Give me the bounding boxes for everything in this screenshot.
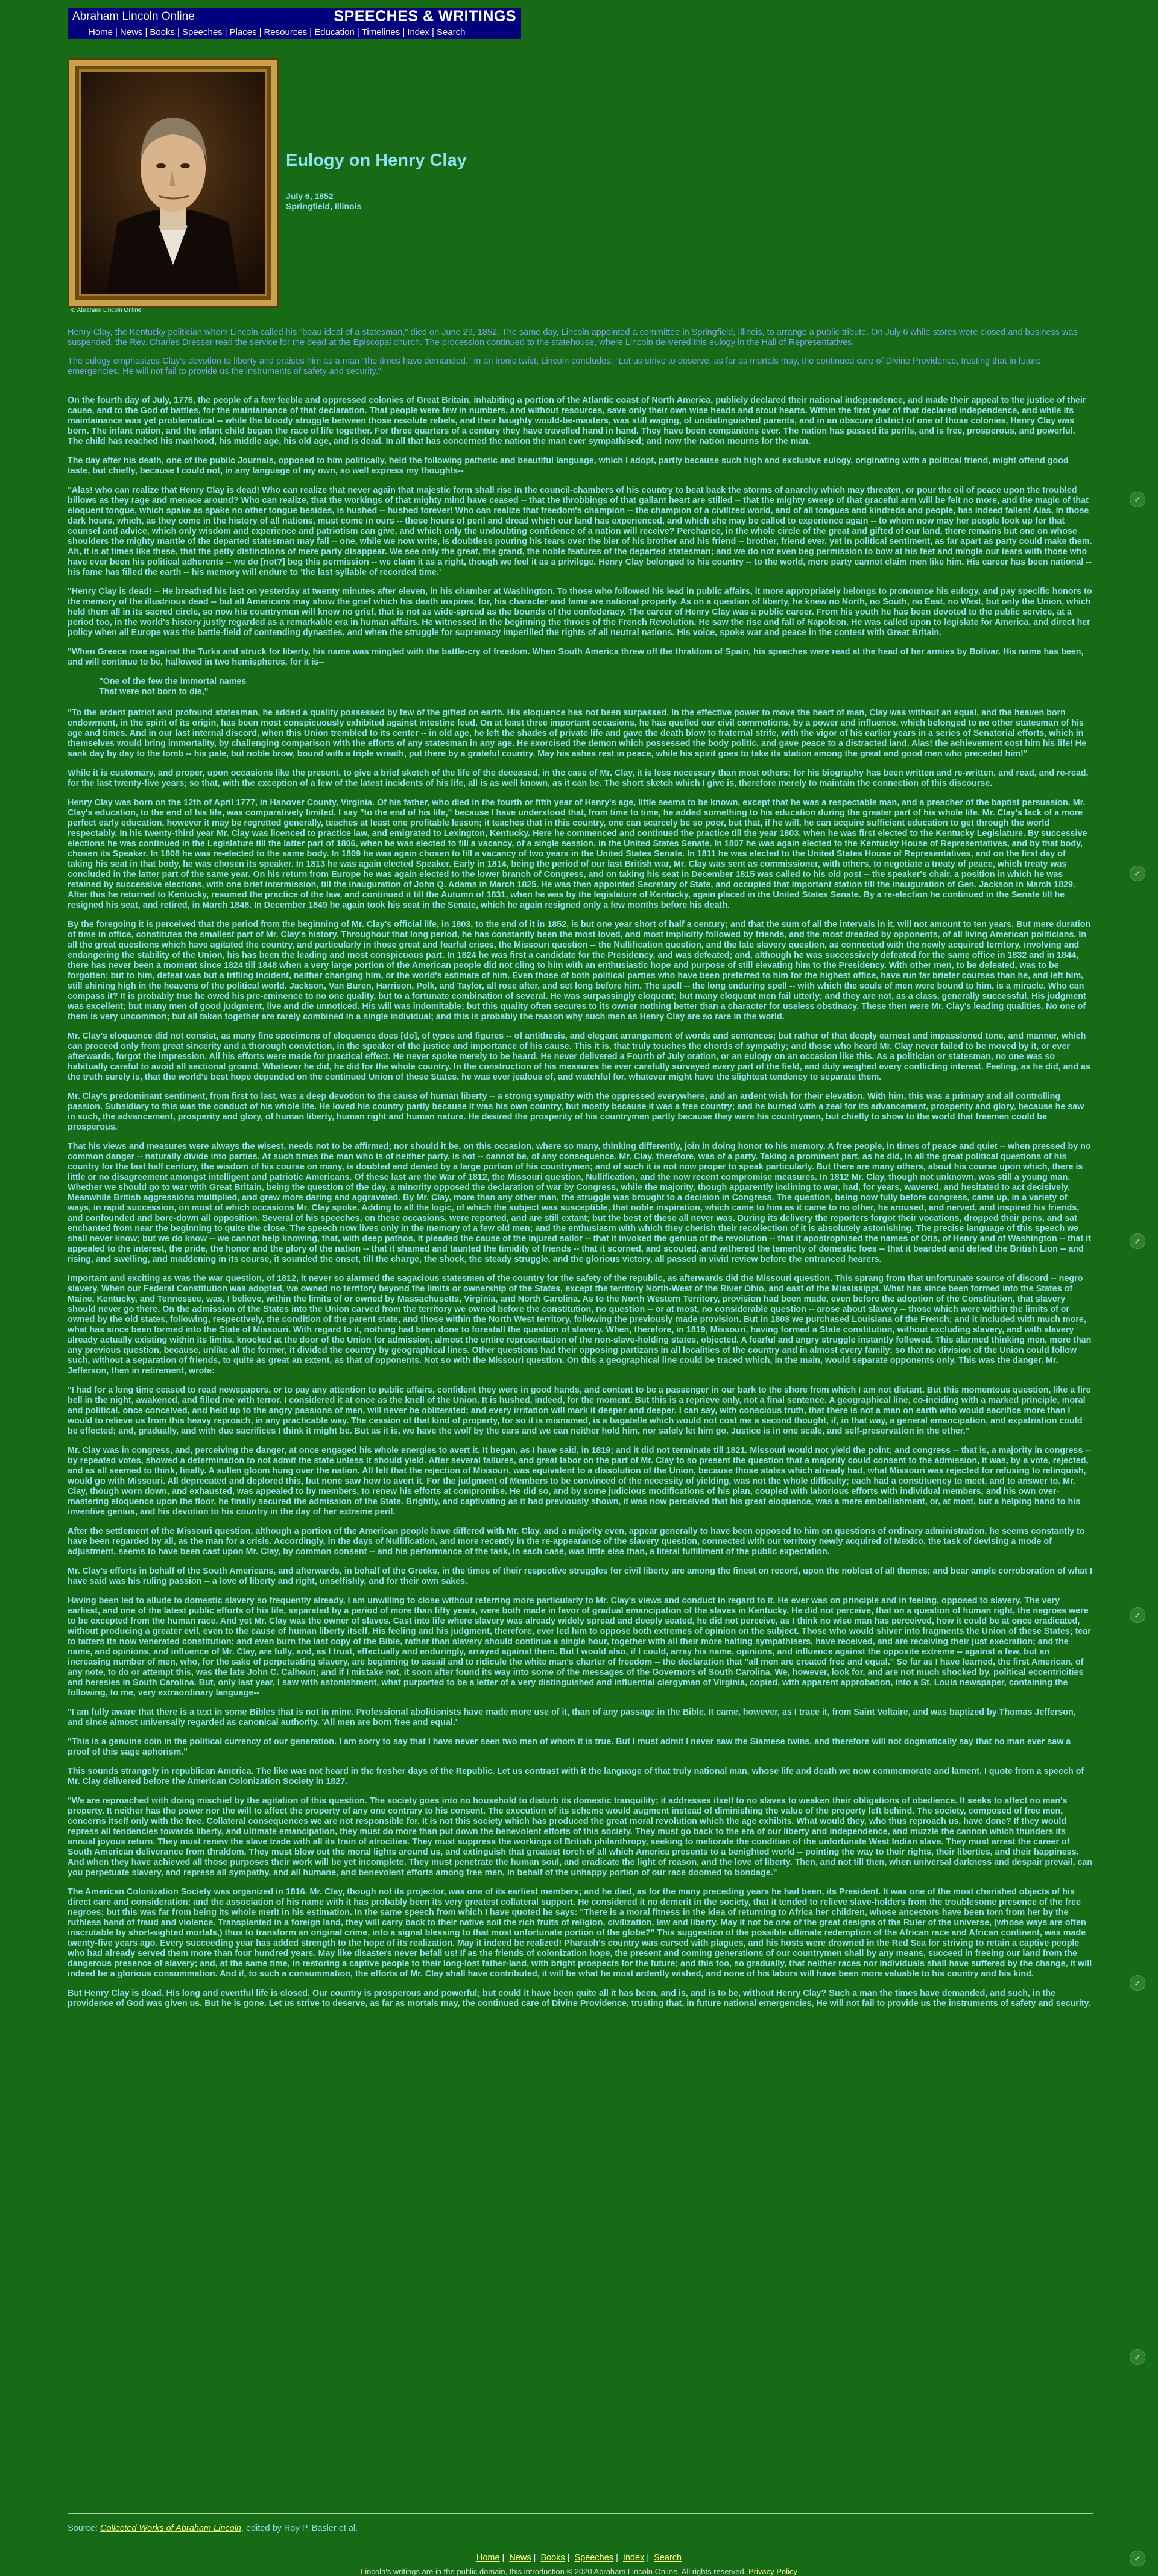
page-title: Eulogy on Henry Clay xyxy=(286,151,467,170)
scroll-marker-icon[interactable]: ✓ xyxy=(1130,2551,1145,2566)
scroll-marker-icon[interactable]: ✓ xyxy=(1130,1607,1145,1623)
header-bar xyxy=(68,8,521,25)
site-title[interactable]: Abraham Lincoln Online xyxy=(72,10,195,23)
scroll-marker-icon[interactable]: ✓ xyxy=(1130,1975,1145,1991)
source-label: Source: xyxy=(68,2524,98,2533)
nav-search[interactable]: Search xyxy=(436,27,466,37)
site-header xyxy=(68,8,521,39)
scroll-marker-icon[interactable]: ✓ xyxy=(1130,2349,1145,2365)
speech-paragraph: On the fourth day of July, 1776, the people of a few feeble and oppressed colonies of Great Britain, inhabiting a portion of the Atlantic coast of North America, publicly declared their national independence, and made their appeal to the justice of their cause, and to the God of battles, for the maintainance of that declaration. That people were few in numbers, and without resources, save only their own wise heads and stout hearts. Within the first year of that declared independence, and while its maintainance was yet problematical -- while the bloody struggle between those resolute rebels, and their haughty would-be-masters, was still waging, of undistinguished parents, and in an obscure district of one of those colonies, Henry Clay was born. The infant nation, and the infant child began the race of life together. For three quarters of a century they have travelled hand in hand. They have been companions ever. The nation has passed its perils, and is free, prosperous, and powerful. The child has reached his manhood, his middle age, his old age, and is dead. In all that has concerned the nation the man ever sympathised; and now the nation mourns for the man. xyxy=(68,396,1086,446)
nav-speeches[interactable]: Speeches xyxy=(182,27,223,37)
speech-paragraph: Having been led to allude to domestic slavery so frequently already, I am unwilling to close without referring more particularly to Mr. Clay's views and conduct in regard to it. He ever was on principle and in feeling, opposed to slavery. The very earliest, and one of the latest public efforts of his life, separated by a period of more than fifty years, were both made in favor of gradual emancipation of the slaves in Kentucky. He did not perceive, that on a question of human right, the negroes were to be excepted from the human race. And yet Mr. Clay was the owner of slaves. Cast into life where slavery was already widely spread and deeply seated, he did not perceive, as I think no wise man has perceived, how it could be at once eradicated, without producing a greater evil, even to the cause of human liberty itself. His feeling and his judgment, therefore, ever led him to oppose both extremes of opinion on the subject. Those who would shiver into fragments the Union of these States; tear to tatters its now venerated constitution; and even burn the last copy of the Bible, rather than slavery should continue a single hour, together with all their more halting sympathisers, have received, and are receiving their just execration; and the name, and opinions, and influence of Mr. Clay, are fully, and, as I trust, effectually and enduringly, arrayed against them. But I would also, if I could, array his name, opinions, and influence against the opposite extreme -- against a few, but an increasing number of men, who, for the sake of perpetuating slavery, are beginning to assail and to ridicule the white man's charter of freedom -- the declaration that "all men are created free and equal." So far as I have learned, the first American, of any note, to do or attempt this, was the late John C. Calhoun; and if I mistake not, it soon after found its way into some of the messages of the Governors of South Carolina. We, however, look for, and are not much shocked by, political eccentricities and heresies in South Carolina. But, only last year, I saw with astonishment, what purported to be a letter of a very distinguished and influential clergyman of Virginia, copied, with apparent approbation, into a St. Louis newspaper, containing the following, to me, very extraordinary language-- xyxy=(68,1596,1091,1698)
speech-paragraph: The American Colonization Society was organized in 1816. Mr. Clay, though not its projector, was one of its earliest members; and he died, as for the many preceding years he had been, its President. It was one of the most cherished objects of his direct care and consideration; and the association of his name with it has probably been its very greatest collateral support. He considered it no demerit in the society, that it tended to relieve slave-holders from the troublesome presence of the free negroes; but this was far from being its whole merit in his estimation. In the same speech from which I have quoted he says: "There is a moral fitness in the idea of returning to Africa her children, whose ancestors have been torn from her by the ruthless hand of fraud and violence. Transplanted in a foreign land, they will carry back to their native soil the rich fruits of religion, civilization, law and liberty. May it not be one of the great designs of the Ruler of the universe, (whose ways are often inscrutable by short-sighted mortals,) thus to transform an original crime, into a signal blessing to that most unfortunate portion of the globe?" This suggestion of the possible ultimate redemption of the African race and African continent, was made twenty-five years ago. Every succeeding year has added strength to the hope of its realization. May it indeed be realized! Pharaoh's country was cursed with plagues, and his hosts were drowned in the Red Sea for striving to retain a captive people who had already served them more than four hundred years. May like disasters never befall us! If as the friends of colonization hope, the present and coming generations of our countrymen shall by any means, succeed in freeing our land from the dangerous presence of slavery; and, at the same time, in restoring a captive people to their long-lost father-land, with bright prospects for the future; and this too, so gradually, that neither races nor individuals shall have suffered by the change, it will indeed be a glorious consummation. And if, to such a consummation, the efforts of Mr. Clay shall have contributed, it will be what he most ardently wished, and none of his labors will have been more valuable to his country and his kind. xyxy=(68,1887,1092,1979)
speech-paragraph: "Henry Clay is dead! -- He breathed his last on yesterday at twenty minutes after eleven, in his chamber at Washington. To those who followed his lead in public affairs, it more appropriately belongs to pronounce his eulogy, and pay specific honors to the memory of the illustrious dead -- but all Americans may show the grief which his death inspires, for, his character and fame are national property. As on a question of liberty, he knew no North, no South, no East, no West, but only the Union, which held them all in its sacred circle, so now his countrymen will know no grief, that is not as wide-spread as the bounds of the confederacy. The career of Henry Clay was a public career. From his youth he has been devoted to the public service, at a period too, in the world's history justly regarded as a remarkable era in human affairs. He witnessed in the beginning the throes of the French Revolution. He saw the rise and fall of Napoleon. He was called upon to legislate for America, and direct her policy when all Europe was the battle-field of contending dynasties, and when the struggle for supremacy imperilled the rights of all neutral nations. His voice, spoke war and peace in the contest with Great Britain. xyxy=(68,587,1092,638)
speech-paragraph: Henry Clay was born on the 12th of April 1777, in Hanover County, Virginia. Of his father, who died in the fourth or fifth year of Henry's age, little seems to be known, except that he was a respectable man, and a preacher of the baptist persuasion. Mr. Clay's education, to the end of his life, was comparatively limited. I say "to the end of his life," because I have understood that, from time to time, he added something to his education during the greater part of his whole life. Mr. Clay's lack of a more perfect early education, however it may be regretted generally, teaches at least one profitable lesson; it teaches that in this country, one can scarcely be so poor, but that, if he will, he can acquire sufficient education to get through the world respectably. In his twenty-third year Mr. Clay was licenced to practice law, and emigrated to Lexington, Kentucky. Here he commenced and continued the practice till the year 1803, when he was first elected to the Kentucky Legislature. By successive elections he was continued in the Legislature till the latter part of 1806, when he was elected to fill a vacancy, of a single session, in the United States Senate. In 1807 he was again elected to the Kentucky House of Representatives, and by that body, chosen its Speaker. In 1808 he was re-elected to the same body. In 1809 he was again chosen to fill a vacancy of two years in the United States Senate. In 1811 he was elected to the United States House of Representatives, and on the first day of taking his seat in that body, he was chosen its speaker. In 1813 he was again elected Speaker. Early in 1814, being the period of our last British war, Mr. Clay was sent as commissioner, with others, to negotiate a treaty of peace, which treaty was concluded in the latter part of the same year. On his return from Europe he was again elected to the lower branch of Congress, and on taking his seat in December 1815 was called to his old post -- the speaker's chair, a position in which he was retained by successive elections, with one brief intermission, till the inauguration of John Q. Adams in March 1825. He was then appointed Secretary of State, and occupied that important station till the inauguration of Gen. Jackson in March 1829. After this he returned to Kentucky, resumed the practice of the law, and continued it till the Autumn of 1831, when he was by the legislature of Kentucky, again placed in the United States Senate. By a re-election he continued in the Senate till he resigned his seat, and retired, in March 1848. In December 1849 he again took his seat in the Senate, which he again resigned only a few months before his death. xyxy=(68,798,1087,910)
scroll-marker-icon[interactable]: ✓ xyxy=(1130,1233,1145,1249)
intro-paragraph: The eulogy emphasizes Clay's devotion to liberty and praises him as a man "the times have demanded." In an ironic twist, Lincoln concludes, "Let us strive to deserve, as far as mortals may, the continued care of Divine Providence, trusting that in future emergencies, He will not fail to provide us the instruments of safety and security." xyxy=(68,356,1041,376)
nav-timelines[interactable]: Timelines xyxy=(361,27,400,37)
poem-line: That were not born to die," xyxy=(99,687,209,697)
footer-nav: Home | News | Books | Speeches | Index | Search xyxy=(476,2553,682,2563)
dateline xyxy=(286,191,361,212)
speech-paragraph: "I had for a long time ceased to read newspapers, or to pay any attention to public affairs, confident they were in good hands, and content to be a passenger in our bark to the shore from which I am not distant. But this momentous question, like a fire bell in the night, awakened, and filled me with terror. I considered it at once as the knell of the Union. It is hushed, indeed, for the moment. But this is a reprieve only, not a final sentence. A geographical line, co-inciding with a marked principle, moral and political, once conceived, and held up to the angry passions of men, will never be obliterated; and every irritation will mark it deeper and deeper. I can say, with conscious truth, that there is not a man on earth who would sacrifice more than I would to relieve us from this heavy reproach, in any practicable way. The cession of that kind of property, for so it is misnamed, is a bagatelle which would not cost me a second thought, if, in that way, a general emancipation, and expatriation could be effected; and, gradually, and with due sacrifices I think it might be. But as it is, we have the wolf by the ears and we can neither hold him, nor safely let him go. Justice is in one scale, and self-preservation in the other." xyxy=(68,1385,1091,1436)
henry-clay-portrait xyxy=(68,58,279,308)
speech-date: July 6, 1852 xyxy=(286,191,334,201)
footer-nav-news[interactable]: News xyxy=(509,2553,531,2563)
intro-section xyxy=(68,328,1093,385)
speech-paragraph: "This is a genuine coin in the political currency of our generation. I am sorry to say that I have never seen two men of whom it is true. But I must admit I never saw the Siamese twins, and therefore will not dogmatically say that no man ever saw a proof of this sage aphorism." xyxy=(68,1737,1071,1757)
scroll-marker-icon[interactable]: ✓ xyxy=(1130,492,1145,507)
copyright-text: Lincoln's writings are in the public domain, this introduction © 2020 Abraham Lincoln Online. All rights reserved. xyxy=(361,2567,747,2576)
speech-paragraph: Mr. Clay's efforts in behalf of the South Americans, and afterwards, in behalf of the Greeks, in the times of their respective struggles for civil liberty are among the finest on record, upon the noblest of all themes; and bear ample corroboration of what I have said was his ruling passion -- a love of liberty and right, unselfishly, and for their own sakes. xyxy=(68,1566,1092,1586)
speech-paragraph: Mr. Clay's predominant sentiment, from first to last, was a deep devotion to the cause of human liberty -- a strong sympathy with the oppressed everywhere, and an ardent wish for their elevation. With him, this was a primary and all controlling passion. Subsidiary to this was the conduct of his whole life. He loved his country partly because it was his own country, but mostly because it was a free country; and he burned with a zeal for its advancement, prosperity and glory, because he saw in such, the advancement, prosperity and glory, of human liberty, human right and human nature. He desired the prosperity of his countrymen partly because they were his countrymen, but chiefly to show to the world that freemen could be prosperous. xyxy=(68,1092,1084,1132)
speech-paragraph: This sounds strangely in republican America. The like was not heard in the fresher days of the Republic. Let us contrast with it the language of that truly national man, whose life and death we now commemorate and lament. I quote from a speech of Mr. Clay delivered before the American Colonization Society in 1827. xyxy=(68,1767,1084,1786)
scroll-marker-icon[interactable]: ✓ xyxy=(1130,866,1145,881)
footer-nav-books[interactable]: Books xyxy=(540,2553,565,2563)
speech-paragraph: "To the ardent patriot and profound statesman, he added a quality possessed by few of the gifted on earth. His eloquence has not been surpassed. In the effective power to move the heart of man, Clay was without an equal, and the heaven born endowment, in the spirit of its origin, has been most conspicuously exhibited against intestine feud. On at least three important occasions, he has quelled our civil commotions, by a power and influence, which belonged to no other statesman of his age and times. And in our last internal discord, when this Union trembled to its center -- in old age, he left the shades of private life and gave the death blow to fraternal strife, with the vigor of his earlier years in a series of Senatorial efforts, which in themselves would bring immortality, by challenging comparison with the efforts of any statesman in any age. He exorcised the demon which possessed the body politic, and gave peace to a distracted land. Alas! the achievement cost him his life! He sank day by day to the tomb -- his pale, but noble brow, bound with a triple wreath, put there by a grateful country. May his ashes rest in peace, while his spirit goes to take its station among the great and good men who preceded him!" xyxy=(68,708,1087,759)
source-link[interactable]: Collected Works of Abraham Lincoln xyxy=(100,2524,241,2533)
nav-places[interactable]: Places xyxy=(229,27,257,37)
section-banner: SPEECHES & WRITINGS xyxy=(334,8,516,25)
speech-paragraph: Mr. Clay was in congress, and, perceiving the danger, at once engaged his whole energies to avert it. It began, as I have said, in 1819; and it did not terminate till 1821. Missouri would not yield the point; and congress -- that is, a majority in congress -- by repeated votes, showed a determination to not admit the state unless it should yield. After several failures, and great labor on the part of Mr. Clay to so present the question that a majority could consent to the admission, it was, by a vote, rejected, and as all seemed to think, finally. A sullen gloom hung over the nation. All felt that the rejection of Missouri, was equivalent to a dissolution of the Union, because those states which already had, what Missouri was rejected for refusing to relinquish, would go with Missouri. All deprecated and deplored this, but none saw how to avert it. For the judgment of Members to be convinced of the necessity of yielding, was not the whole difficulty; each had a constituency to meet, and to answer to. Mr. Clay, though worn down, and exhausted, was appealed to by members, to renew his efforts at compromise. He did so, and by some judicious modifications of his plan, coupled with laborious efforts with individual members, and his own over-mastering eloquence upon the floor, he finally secured the admission of the State. Brightly, and captivating as it had previously shown, it was now perceived that his great eloquence, was a mere embellishment, or, at most, but a helping hand to his inventive genius, and his devotion to his country in the day of her extreme peril. xyxy=(68,1446,1091,1517)
speech-paragraph: While it is customary, and proper, upon occasions like the present, to give a brief sketch of the life of the deceased, in the case of Mr. Clay, it is less necessary than most others; for his biography has been written and re-written, and read, and re-read, for the last twenty-five years; so that, with the exception of a few of the latest incidents of his life, all is as well known, as it can be. The short sketch which I give is, therefore merely to maintain the connection of this discourse. xyxy=(68,768,1089,788)
nav-books[interactable]: Books xyxy=(150,27,176,37)
intro-paragraph: Henry Clay, the Kentucky politician whom Lincoln called his "beau ideal of a statesman," died on June 29, 1852. The same day, Lincoln appointed a committee in Springfield, Illinois, to arrange a public tribute. On July 6 while stores were closed and business was suspended, the Rev. Charles Dresser read the service for the dead at the Episcopal church. The procession continued to the statehouse, where Lincoln delivered this eulogy in the Hall of Representatives. xyxy=(68,328,1078,347)
nav-resources[interactable]: Resources xyxy=(264,27,308,37)
speech-paragraph: "When Greece rose against the Turks and struck for liberty, his name was mingled with the battle-cry of freedom. When South America threw off the thraldom of Spain, his speeches were read at the head of her armies by Bolivar. His name has been, and will continue to be, hallowed in two hemispheres, for it is-- xyxy=(68,647,1084,667)
speech-paragraph: That his views and measures were always the wisest, needs not to be affirmed; nor should it be, on this occasion, where so many, thinking differently, join in doing honor to his memory. A free people, in times of peace and quiet -- when pressed by no common danger -- naturally divide into parties. At such times the man who is of neither party, is not -- cannot be, of any consequence. Mr. Clay, therefore, was of a party. Taking a prominent part, as he did, in all the great political questions of his country for the last half century, the wisdom of his course on many, is doubted and denied by a large portion of his countrymen; and of such it is not now proper to speak particularly. But there are many others, about his course upon which, there is little or no disagreement amongst intelligent and patriotic Americans. Of these last are the War of 1812, the Missouri question, Nullification, and the now recent compromise measures. In 1812 Mr. Clay, though not unknown, was still a young man. Whether we should go to war with Great Britain, being the question of the day, a minority opposed the declaration of war by Congress, while the majority, though apparently inclining to war, had, for years, wavered, and hesitated to act decisively. Meanwhile British aggressions multiplied, and grew more daring and aggravated. By Mr. Clay, more than any other man, the struggle was brought to a decision in Congress. The question, being now fully before congress, came up, in a variety of ways, in rapid succession, on most of which occasions Mr. Clay spoke. Adding to all the logic, of which the subject was susceptible, that noble inspiration, which came to him as it came to no other, he aroused, and nerved, and inspired his friends, and confounded and bore-down all opposition. Several of his speeches, on these occasions, were reported, and are still extant; but the best of these all never was. During its delivery the reporters forgot their vocations, dropped their pens, and sat enchanted from near the beginning to quite the close. The speech now lives only in the memory of a few old men; and the enthusiasm with which they cherish their recollection of it is absolutely astonishing. The precise language of this speech we shall never know; but we do know -- we cannot help knowing, that, with deep pathos, it pleaded the cause of the injured sailor -- that it invoked the genius of the revolution -- that it apostrophised the names of Otis, of Henry and of Washington -- that it appealed to the interest, the pride, the honor and the glory of the nation -- that it shamed and taunted the timidity of friends -- that it scorned, and scouted, and withered the temerity of domestic foes -- that it bearded and defied the British Lion -- and rising, and swelling, and maddening in its course, it sounded the onset, till the charge, the shock, the steady struggle, and the glorious victory, all passed in vivid review before the entranced hearers. xyxy=(68,1142,1091,1264)
photo-credit: © Abraham Lincoln Online xyxy=(71,307,142,314)
speech-paragraph: "We are reproached with doing mischief by the agitation of this question. The society goes into no household to disturb its domestic tranquility; it addresses itself to no slaves to weaken their obligations of obedience. It seeks to affect no man's property. It neither has the power nor the will to affect the property of any one contrary to his consent. The execution of its scheme would augment instead of diminishing the value of the property left behind. The society, composed of free men, concerns itself only with the free. Collateral consequences we are not responsible for. It is not this society which has produced the great moral revolution which the age exhibits. What would they, who thus reproach us, have done? If they would repress all tendencies towards liberty, and ultimate emancipation, they must do more than put down the benevolent efforts of this society. They must go back to the era of our liberty and independence, and muzzle the cannon which thunders its annual joyous return. They must renew the slave trade with all its train of atrocities. They must suppress the workings of British philanthropy, seeking to meliorate the condition of the unfortunate West Indian slave. They must arrest the career of South American deliverance from thraldom. They must blow out the moral lights around us, and extinguish that greatest torch of all which America presents to a benighted world -- pointing the way to their rights, their liberties, and their happiness. And when they have achieved all those purposes their work will be yet incomplete. They must penetrate the human soul, and eradicate the light of reason, and the love of liberty. Then, and not till then, when universal darkness and despair prevail, can you perpetuate slavery, and repress all sympathy, and all humane, and benevolent efforts among free men, in behalf of the unhappy portion of our race doomed to bondage." xyxy=(68,1796,1093,1878)
nav-education[interactable]: Education xyxy=(314,27,355,37)
portrait-image xyxy=(81,72,265,294)
footer-nav-index[interactable]: Index xyxy=(622,2553,645,2563)
privacy-policy-link[interactable]: Privacy Policy xyxy=(748,2567,797,2576)
speech-paragraph: But Henry Clay is dead. His long and eventful life is closed. Our country is prosperous and powerful; but could it have been quite all it has been, and is, and is to be, without Henry Clay? Such a man the times have demanded, and such, in the providence of God was given us. But he is gone. Let us strive to deserve, as far as mortals may, the continued care of Divine Providence, trusting that, in future national emergencies, He will not fail to provide us the instruments of safety and security. xyxy=(68,1989,1091,2008)
footer-nav-speeches[interactable]: Speeches xyxy=(574,2553,614,2563)
speech-paragraph: Important and exciting as was the war question, of 1812, it never so alarmed the sagacious statesmen of the country for the safety of the republic, as afterwards did the Missouri question. This sprang from that unfortunate source of discord -- negro slavery. When our Federal Constitution was adopted, we owned no territory beyond the limits or ownership of the States, except the territory North-West of the River Ohio, and east of the Mississippi. What has since been formed into the States of Maine, Kentucky, and Tennessee, was, I believe, within the limits of or owned by Massachusetts, Virginia, and North Carolina. As to the North Western Territory, provision had been made, even before the adoption of the Constitution, that slavery should never go there. On the admission of the States into the Union carved from the territory we owned before the constitution, no question -- or at most, no considerable question -- arose about slavery -- those which were within the limits of or owned by the old states, following, respectively, the condition of the parent state, and those within the North West territory, following the previously made provision. But in 1803 we purchased Louisiana of the French; and it included with much more, what has since been formed into the State of Missouri. With regard to it, nothing had been done to forestall the question of slavery. When, therefore, in 1819, Missouri, having formed a State constitution, without excluding slavery, and with slavery already actually existing within its limits, knocked at the door of the Union for admission, almost the entire representation of the non-slave-holding states, objected. A fearful and angry struggle instantly followed. This alarmed thinking men, more than any previous question, because, unlike all the former, it divided the country by geographical lines. Other questions had their opposing partizans in all localities of the country and in almost every family; so that no division of the Union could follow such, without a separation of friends, to quite as great an extent, as that of opponents. Not so with the Missouri question. On this a geographical line could be traced which, in the main, would separate opponents only. This was the danger. Mr. Jefferson, then in retirement, wrote: xyxy=(68,1274,1092,1376)
footer-nav-home[interactable]: Home xyxy=(476,2553,500,2563)
top-nav: Home | News | Books | Speeches | Places | Resources | Education | Timelines | Index | Search xyxy=(68,25,521,39)
nav-index[interactable]: Index xyxy=(407,27,429,37)
speech-paragraph: After the settlement of the Missouri question, although a portion of the American people have differed with Mr. Clay, and a majority even, appear generally to have been opposed to him on questions of ordinary administration, he seems constantly to have been regarded by all, as the man for a crisis. Accordingly, in the days of Nullification, and more recently in the re-appearance of the slavery question, connected with our territory newly acquired of Mexico, the task of devising a mode of adjustment, seems to have been cast upon Mr. Clay, by common consent -- and his performance of the task, in each case, was little else than, a literal fulfillment of the public expectation. xyxy=(68,1527,1085,1557)
speech-paragraph: "Alas! who can realize that Henry Clay is dead! Who can realize that never again that majestic form shall rise in the council-chambers of his country to beat back the storms of anarchy which may threaten, or pour the oil of peace upon the troubled billows as they rage and menace around? Who can realize, that the workings of that mighty mind have ceased -- that the throbbings of that gallant heart are stilled -- that the mighty sweep of that graceful arm will be felt no more, and the magic of that eloquent tongue, which spake as spake no other tongue besides, is hushed -- hushed forever! Who can realize that freedom's champion -- the champion of a civilized world, and of all tongues and kindreds and people, has indeed fallen! Alas, in those dark hours, which, as they come in the history of all nations, must come in ours -- those hours of peril and dread which our land has experienced, and which she may be called to experience again -- to whom now may her people look up for that counsel and advice, which only wisdom and experience and patriotism can give, and which only the undoubting confidence of a nation will receive? Perchance, in the whole circle of the great and gifted of our land, there remains but one on whose shoulders the mighty mantle of the departed statesman may fall -- one, while we now write, is doubtless pouring his tears over the bier of his brother and his friend -- brother, friend ever, yet in political sentiment, as far apart as party could make them. Ah, it is at times like these, that the petty distinctions of mere party disappear. We see only the great, the grand, the noble features of the departed statesman; and we do not even beg permission to bow at his feet and mingle our tears with those who have ever been his political adherents -- we do [not?] beg this permission -- we claim it as a right, though we feel it as a privilege. Henry Clay belonged to his country -- to the world, mere party cannot claim men like him. His career has been national -- his fame has filled the earth -- his memory will endure to 'the last syllable of recorded time.' xyxy=(68,486,1092,577)
speech-paragraph: By the foregoing it is perceived that the period from the beginning of Mr. Clay's official life, in 1803, to the end of it in 1852, is but one year short of half a century; and that the sum of all the intervals in it, will not amount to ten years. But mere duration of time in office, constitutes the smallest part of Mr. Clay's history. Throughout that long period, he has constantly been the most loved, and most implicitly followed by friends, and the most dreaded by opponents, of all living American politicians. In all the great questions which have agitated the country, and particularly in those great and fearful crises, the Missouri question -- the Nullification question, and the late slavery question, as connected with the newly acquired territory, involving and endangering the stability of the Union, his has been the leading and most conspicuous part. In 1824 he was first a candidate for the Presidency, and was defeated; and, although he was successively defeated for the same office in 1832 and in 1844, there has never been a moment since 1824 till 1848 when a very large portion of the American people did not cling to him with an enthusiastic hope and purpose of still elevating him to the Presidency. With other men, to be defeated, was to be forgotten; but to him, defeat was but a trifling incident, neither changing him, or the world's estimate of him. Even those of both political parties who have been preferred to him for the highest office, have run far briefer courses than he, and left him, still shining high in the heavens of the political world. Jackson, Van Buren, Harrison, Polk, and Taylor, all rose after, and set long before him. The spell -- the long enduring spell -- with which the souls of men were bound to him, is a miracle. Who can compass it? It is probably true he owed his pre-eminence to no one quality, but to a fortunate combination of several. He was surpassingly eloquent; but many eloquent men fail utterly; and they are not, as a class, generally successful. His judgment was excellent; but many men of good judgment, live and die unnoticed. His will was indomitable; but this quality often secures to its owner nothing better than a character for useless obstinacy. These then were Mr. Clay's leading qualities. No one of them is very uncommon; but all taken together are rarely combined in a single individual; and this is probably the reason why such men as Henry Clay are so rare in the world. xyxy=(68,920,1091,1022)
divider xyxy=(68,2513,1093,2514)
speech-paragraph: "I am fully aware that there is a text in some Bibles that is not in mine. Professional abolitionists have made more use of it, than of any passage in the Bible. It came, however, as I trace it, from Saint Voltaire, and was baptized by Thomas Jefferson, and since almost universally regarded as canonical authority. 'All men are born free and equal.' xyxy=(68,1707,1076,1727)
source-editor: , edited by Roy P. Basler et al. xyxy=(241,2524,358,2533)
speech-paragraph: Mr. Clay's eloquence did not consist, as many fine specimens of eloquence does [do], of types and figures -- of antithesis, and elegant arrangement of words and sentences; but rather of that deeply earnest and impassioned tone, and manner, which can proceed only from great sincerity and a thorough conviction, in the speaker of the justice and importance of his cause. This it is, that truly touches the chords of sympathy; and those who heard Mr. Clay never failed to be moved by it, or ever afterwards, forgot the impression. All his efforts were made for practical effect. He never spoke merely to be heard. He never delivered a Fourth of July oration, or an eulogy on an occasion like this. As a politician or statesman, no one was so habitually careful to avoid all sectional ground. Whatever he did, he did for the whole country. In the construction of his measures he ever carefully surveyed every part of the field, and duly weighed every conflicting interest. Feeling, as he did, and as the truth surely is, that the world's best hope depended on the continued Union of these States, he was ever jealous of, and watchful for, whatever might have the slightest tendency to separate them. xyxy=(68,1031,1090,1082)
nav-home[interactable]: Home xyxy=(89,27,113,37)
footer-nav-search[interactable]: Search xyxy=(654,2553,682,2563)
speech-text xyxy=(68,396,1093,2018)
source-citation xyxy=(68,2524,358,2534)
poem-line: "One of the few the immortal names xyxy=(99,677,247,686)
speech-location: Springfield, Illinois xyxy=(286,201,362,211)
speech-paragraph: The day after his death, one of the public Journals, opposed to him politically, held the following pathetic and beautiful language, which I adopt, partly because such high and exclusive eulogy, originating with a political friend, might offend good taste, but chiefly, because I could not, in any language of my own, so well express my thoughts-- xyxy=(68,456,1069,476)
nav-news[interactable]: News xyxy=(119,27,143,37)
poem-quote xyxy=(99,677,1093,697)
